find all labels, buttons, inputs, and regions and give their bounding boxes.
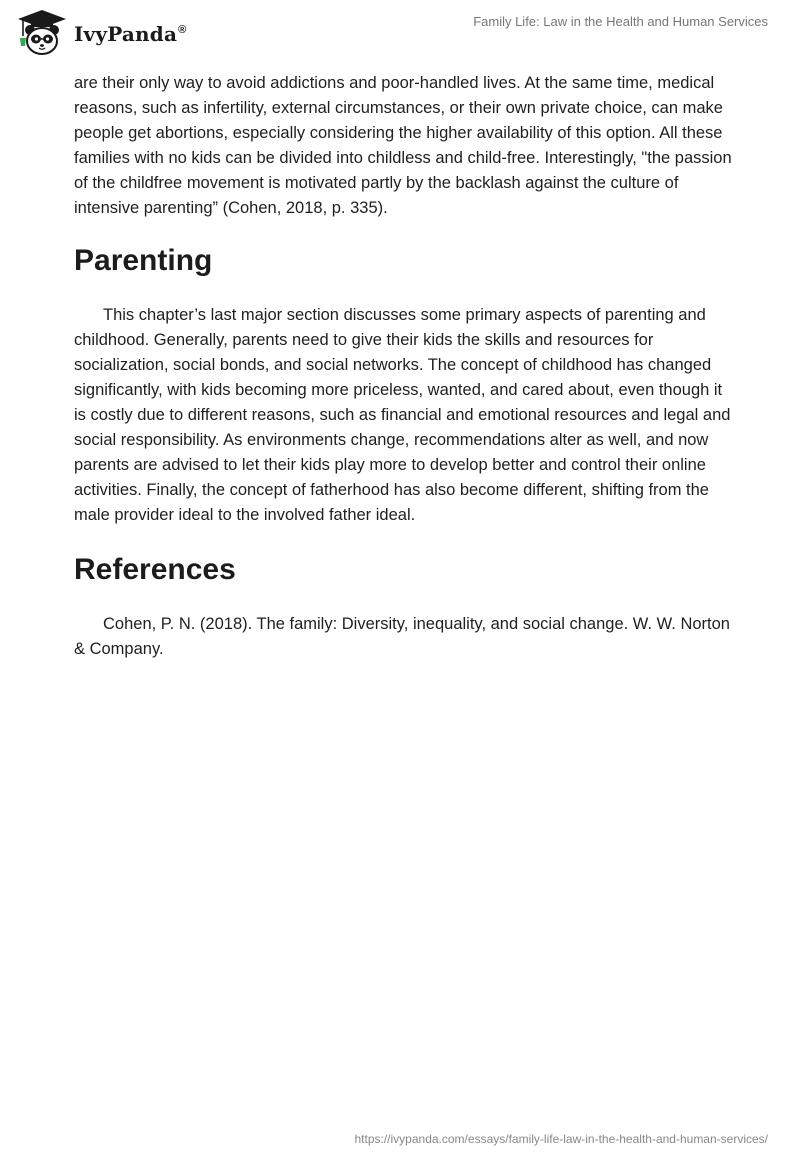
references-heading: References: [74, 553, 236, 586]
page-header: [0, 0, 800, 64]
panda-graduate-icon: [14, 8, 70, 58]
reference-entry: Cohen, P. N. (2018). The family: Diversity, inequality, and social change. W. W. Norton & Company.: [74, 615, 730, 658]
parenting-paragraph: This chapter’s last major section discusses some primary aspects of parenting and childhood. Generally, parents need to give their kids the skills and resources for socialization, social bonds, and social networks. The concept of childhood has changed significantly, with kids becoming more priceless, wanted, and cared about, even though it is costly due to different reasons, such as financial and emotional resources and legal and social responsibility. As environments change, recommendations alter as well, and now parents are advised to let their kids play more to develop better and control their online activities. Finally, the concept of fatherhood has also become different, shifting from the male provider ideal to the involved father ideal.: [74, 306, 731, 524]
brand-name: IvyPanda®: [74, 22, 187, 46]
source-url[interactable]: https://ivypanda.com/essays/family-life-law-in-the-health-and-human-services/: [354, 1132, 768, 1146]
essay-content: [74, 71, 734, 662]
parenting-heading: Parenting: [74, 244, 213, 277]
intro-paragraph: are their only way to avoid addictions and poor-handled lives. At the same time, medical reasons, such as infertility, external circumstances, or their own private choice, can make people get abortions, especially considering the higher availability of this option. All these families with no kids can be divided into childless and child-free. Interestingly, "the passion of the childfree movement is motivated partly by the backlash against the culture of intensive parenting” (Cohen, 2018, p. 335).: [74, 74, 732, 217]
brand-logo[interactable]: [14, 8, 186, 58]
registered-mark: ®: [178, 24, 187, 37]
document-title: Family Life: Law in the Health and Human Services: [473, 14, 768, 29]
